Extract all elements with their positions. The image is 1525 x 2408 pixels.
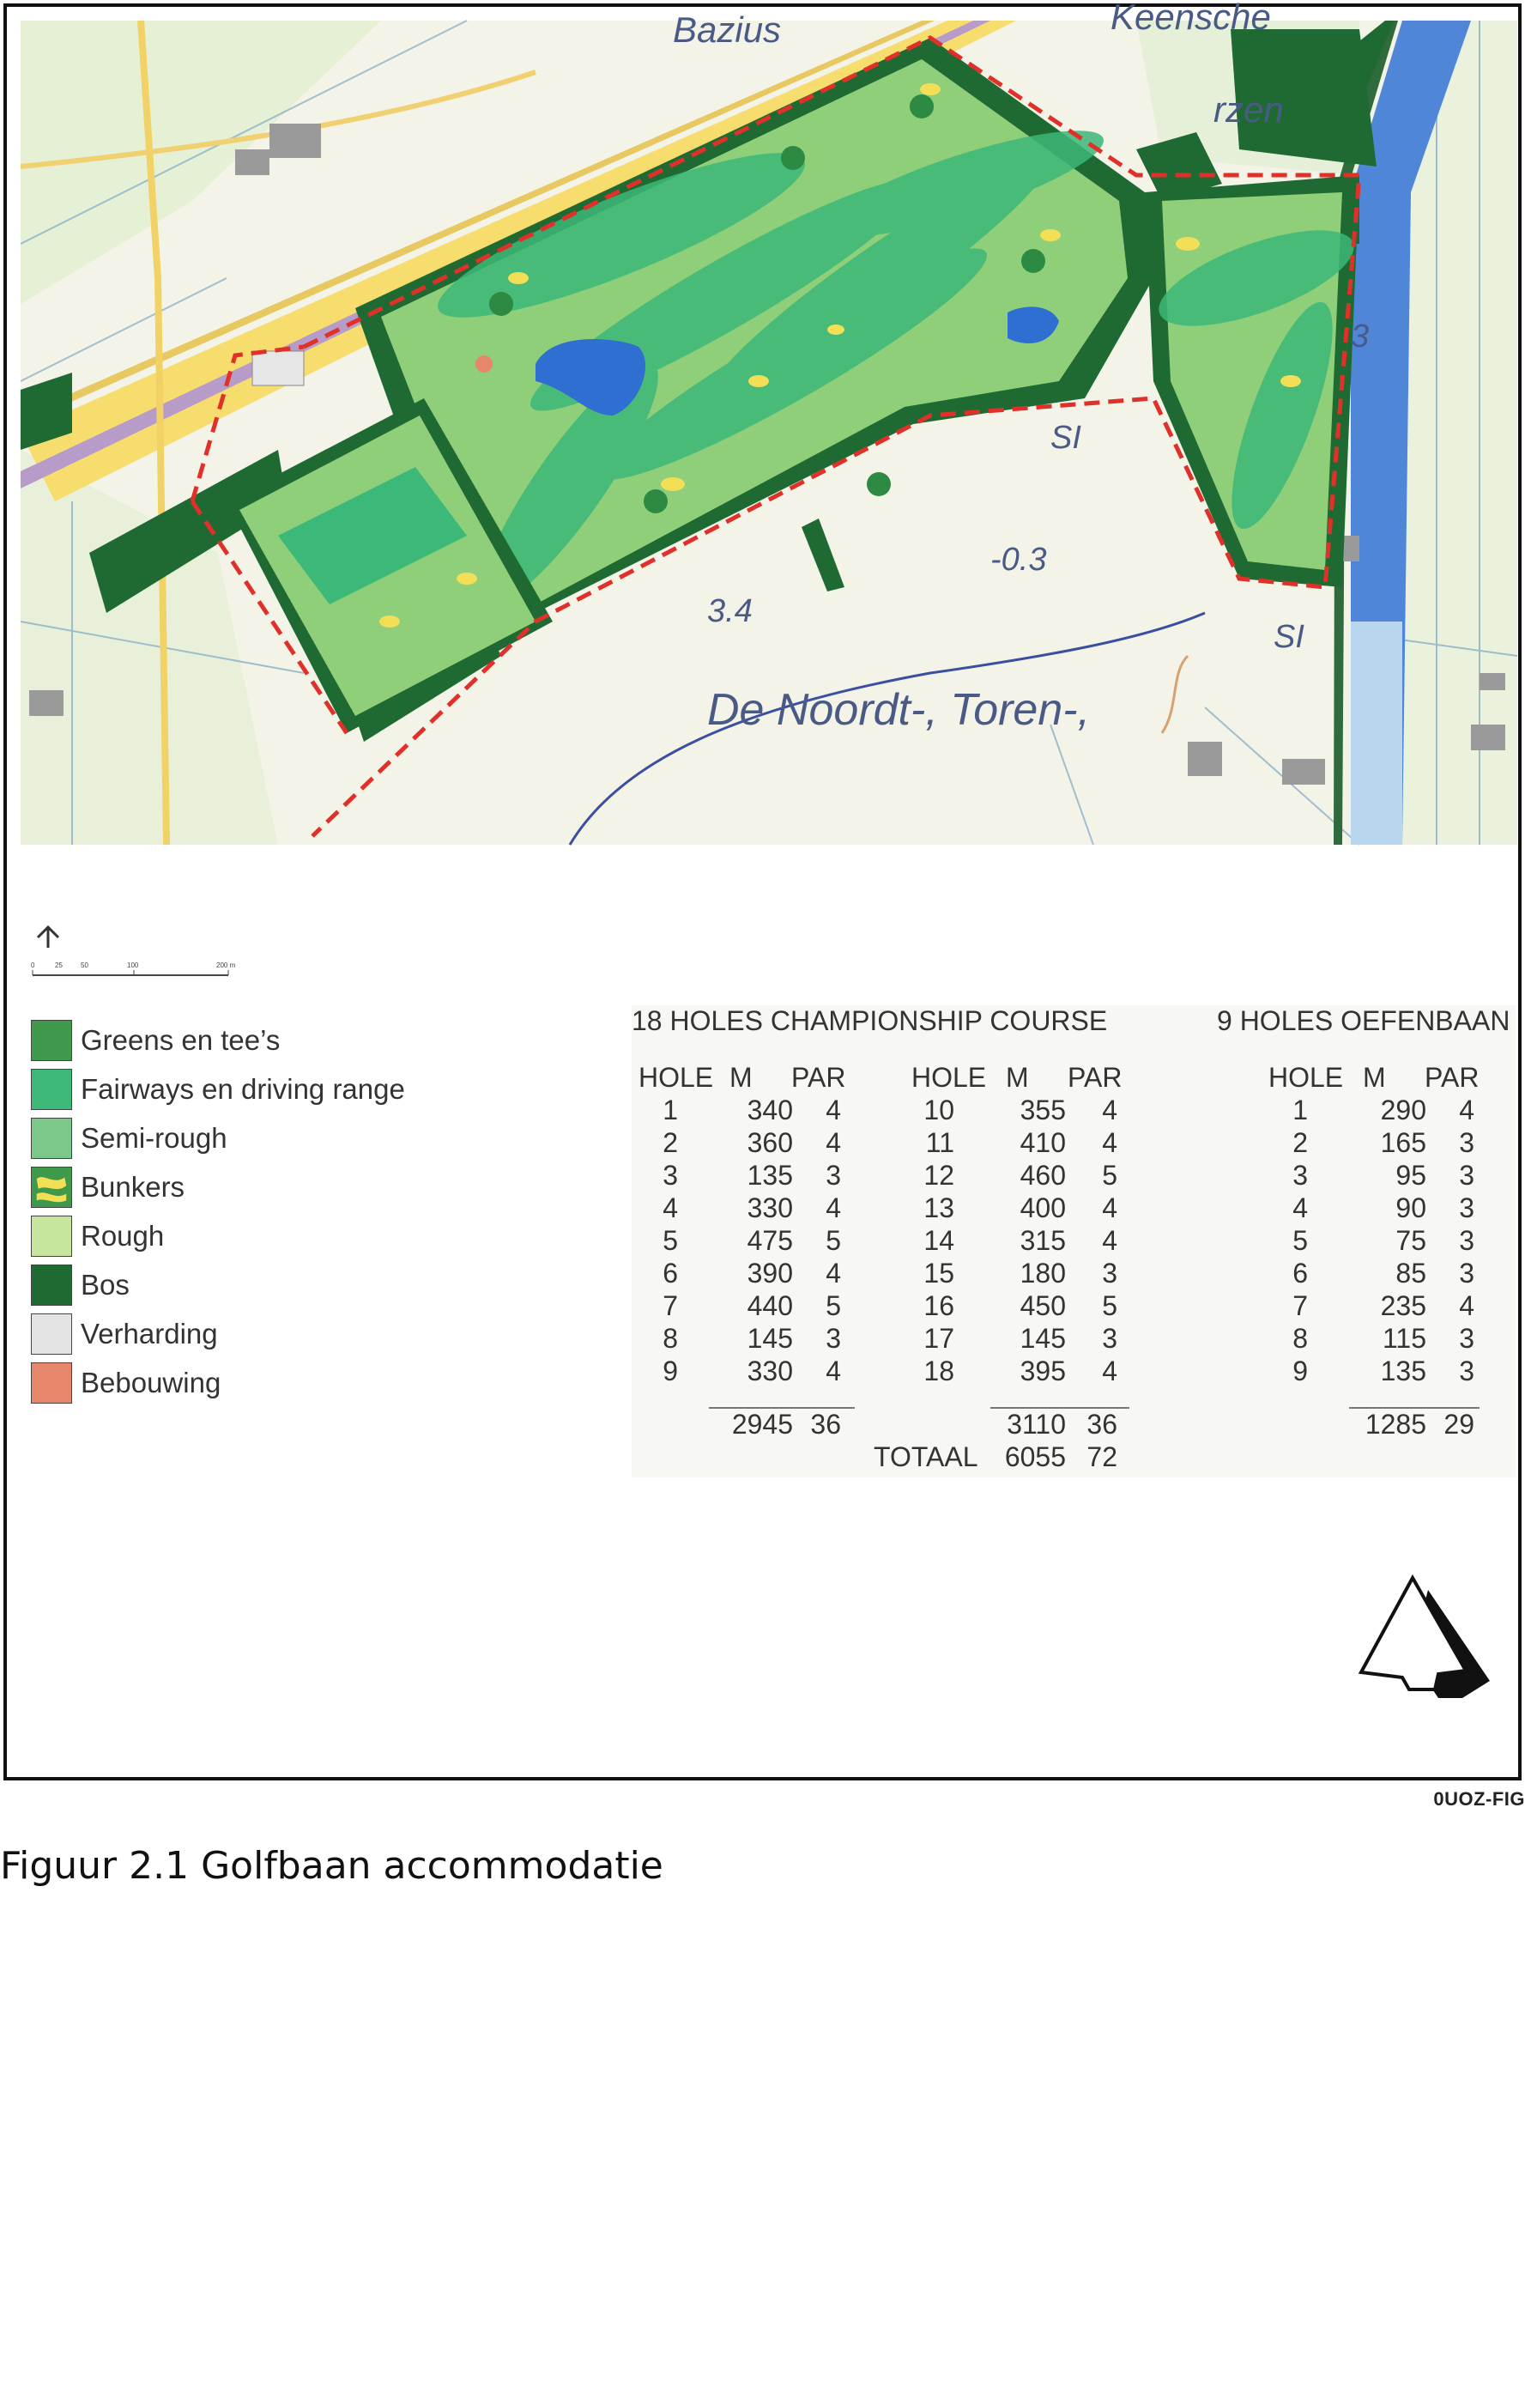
header-par: PAR (1425, 1062, 1480, 1093)
forest-swatch-icon (31, 1265, 72, 1306)
hole-meters: 440 (747, 1290, 793, 1321)
hole-meters: 115 (1382, 1323, 1426, 1354)
hole-number: 14 (923, 1225, 954, 1256)
map-legend (31, 1016, 405, 1407)
hole-par: 3 (1459, 1127, 1474, 1158)
hole-meters: 75 (1395, 1225, 1426, 1256)
fairway-swatch-icon (31, 1069, 72, 1110)
semirough-swatch-icon (31, 1118, 72, 1159)
hole-par: 3 (826, 1160, 841, 1191)
map-label-de-noordt: De Noordt-, Toren-, (707, 685, 1091, 735)
hole-meters: 330 (747, 1356, 793, 1386)
hole-par: 3 (1459, 1323, 1474, 1354)
hole-meters: 90 (1395, 1192, 1426, 1223)
hole-number: 6 (663, 1258, 678, 1289)
hole-number: 1 (1292, 1095, 1308, 1125)
oefenbaan-title: 9 HOLES OEFENBAAN (1217, 1005, 1510, 1036)
map-label-keensche: Keensche (1110, 0, 1271, 37)
hole-par: 5 (1102, 1160, 1117, 1191)
hole-number: 17 (923, 1323, 954, 1354)
hole-number: 3 (1292, 1160, 1308, 1191)
hole-par: 3 (1102, 1323, 1117, 1354)
hole-number: 7 (663, 1290, 678, 1321)
legend-label: Greens en tee’s (81, 1023, 281, 1056)
hole-par: 4 (1102, 1192, 1117, 1223)
hole-meters: 460 (1020, 1160, 1066, 1191)
hole-par: 5 (826, 1290, 841, 1321)
hole-meters: 95 (1395, 1160, 1426, 1191)
hole-par: 4 (826, 1356, 841, 1386)
oefen-total-par: 29 (1443, 1409, 1474, 1440)
header-m: M (1006, 1062, 1029, 1093)
hole-meters: 135 (1380, 1356, 1426, 1386)
figure-caption: Figuur 2.1 Golfbaan accommodatie (0, 1844, 663, 1888)
hole-number: 4 (663, 1192, 678, 1223)
hole-meters: 315 (1020, 1225, 1066, 1256)
hole-meters: 475 (747, 1225, 793, 1256)
legend-label: Verharding (81, 1317, 218, 1350)
hole-meters: 145 (747, 1323, 793, 1354)
hole-par: 4 (826, 1258, 841, 1289)
map-marker-elev-pos: 3.4 (707, 593, 753, 629)
hole-par: 4 (826, 1095, 841, 1125)
hole-meters: 355 (1020, 1095, 1066, 1125)
hole-number: 5 (1292, 1225, 1308, 1256)
legend-item (31, 1309, 405, 1358)
grand-total-par: 72 (1086, 1441, 1117, 1472)
legend-label: Bunkers (81, 1170, 185, 1203)
front-total-m: 2945 (731, 1409, 793, 1440)
hole-par: 3 (1459, 1192, 1474, 1223)
legend-item (31, 1211, 405, 1260)
hole-par: 5 (826, 1225, 841, 1256)
hole-meters: 390 (747, 1258, 793, 1289)
pavement-swatch-icon (31, 1313, 72, 1355)
hole-par: 3 (1459, 1225, 1474, 1256)
bunker-swatch-icon (31, 1167, 72, 1208)
hole-number: 2 (1292, 1127, 1308, 1158)
scale-tick-100: 100 (127, 961, 139, 969)
header-hole: HOLE (638, 1062, 714, 1093)
hole-par: 5 (1102, 1290, 1117, 1321)
scale-tick-25: 25 (55, 961, 63, 969)
map-label-rzen: rzen (1213, 89, 1284, 130)
hole-par: 4 (1102, 1225, 1117, 1256)
rough-swatch-icon (31, 1216, 72, 1257)
hole-number: 9 (1292, 1356, 1308, 1386)
hole-meters: 290 (1380, 1095, 1426, 1125)
hole-par: 4 (1459, 1095, 1474, 1125)
hole-meters: 235 (1380, 1290, 1426, 1321)
hole-meters: 145 (1020, 1323, 1066, 1354)
legend-item (31, 1016, 405, 1064)
front-total-par: 36 (810, 1409, 841, 1440)
hole-meters: 450 (1020, 1290, 1066, 1321)
hole-meters: 360 (747, 1127, 793, 1158)
hole-meters: 165 (1380, 1127, 1426, 1158)
hole-number: 2 (663, 1127, 678, 1158)
north-arrow-icon (31, 924, 65, 949)
header-m: M (729, 1062, 753, 1093)
map-marker-3: 3 (1351, 318, 1370, 355)
figure-frame (3, 0, 1522, 1780)
header-par: PAR (1068, 1062, 1123, 1093)
hole-par: 3 (1459, 1160, 1474, 1191)
legend-label: Bebouwing (81, 1366, 221, 1398)
header-hole: HOLE (1268, 1062, 1344, 1093)
hole-meters: 340 (747, 1095, 793, 1125)
championship-title: 18 HOLES CHAMPIONSHIP COURSE (632, 1005, 1108, 1036)
hole-meters: 400 (1020, 1192, 1066, 1223)
header-par: PAR (791, 1062, 846, 1093)
hole-meters: 395 (1020, 1356, 1066, 1386)
hole-par: 3 (1102, 1258, 1117, 1289)
hole-meters: 180 (1020, 1258, 1066, 1289)
scale-tick-200: 200 m (216, 961, 236, 969)
hole-number: 15 (923, 1258, 954, 1289)
oefen-total-m: 1285 (1365, 1409, 1426, 1440)
hole-number: 6 (1292, 1258, 1308, 1289)
legend-item (31, 1358, 405, 1407)
hole-meters: 85 (1395, 1258, 1426, 1289)
figure-code: 0UOZ-FIG (1433, 1788, 1525, 1810)
legend-item (31, 1162, 405, 1211)
header-m: M (1363, 1062, 1386, 1093)
map-label-bazius: Bazius (673, 9, 782, 50)
hole-number: 3 (663, 1160, 678, 1191)
legend-label: Bos (81, 1268, 130, 1301)
hole-number: 4 (1292, 1192, 1308, 1223)
hole-number: 12 (923, 1160, 954, 1191)
hole-par: 4 (826, 1192, 841, 1223)
hole-meters: 330 (747, 1192, 793, 1223)
hole-tables (632, 1005, 1516, 1477)
map-marker-si-2: SI (1274, 619, 1304, 655)
hole-par: 4 (1102, 1095, 1117, 1125)
legend-item (31, 1113, 405, 1162)
back-total-m: 3110 (1007, 1409, 1066, 1440)
hole-number: 9 (663, 1356, 678, 1386)
scale-tick-0: 0 (31, 961, 35, 969)
legend-item (31, 1260, 405, 1309)
hole-number: 7 (1292, 1290, 1308, 1321)
hole-meters: 135 (747, 1160, 793, 1191)
hole-par: 3 (1459, 1258, 1474, 1289)
scale-tick-50: 50 (81, 961, 88, 969)
legend-label: Semi-rough (81, 1121, 227, 1154)
grand-total-m: 6055 (1004, 1441, 1066, 1472)
hole-number: 13 (923, 1192, 954, 1223)
golf-course-map (21, 0, 1517, 845)
grand-total-label: TOTAAL (874, 1441, 978, 1472)
legend-item (31, 1064, 405, 1113)
building-swatch-icon (31, 1362, 72, 1404)
hole-number: 18 (923, 1356, 954, 1386)
hole-par: 4 (1102, 1356, 1117, 1386)
hole-par: 4 (826, 1127, 841, 1158)
greens-swatch-icon (31, 1020, 72, 1061)
hole-number: 16 (923, 1290, 954, 1321)
back-total-par: 36 (1086, 1409, 1117, 1440)
hole-number: 5 (663, 1225, 678, 1256)
hole-number: 8 (1292, 1323, 1308, 1354)
hole-par: 3 (826, 1323, 841, 1354)
hole-number: 8 (663, 1323, 678, 1354)
hole-number: 1 (663, 1095, 678, 1125)
header-hole: HOLE (911, 1062, 987, 1093)
hole-meters: 410 (1020, 1127, 1066, 1158)
map-marker-elev-neg: -0.3 (990, 542, 1047, 578)
hole-par: 4 (1102, 1127, 1117, 1158)
map-marker-si-1: SI (1050, 420, 1081, 456)
hole-par: 4 (1459, 1290, 1474, 1321)
hole-number: 11 (925, 1127, 954, 1158)
hole-number: 10 (923, 1095, 954, 1125)
hole-par: 3 (1459, 1356, 1474, 1386)
company-logo-icon (1353, 1569, 1497, 1702)
scale-bar (31, 960, 245, 979)
legend-label: Fairways en driving range (81, 1072, 405, 1105)
legend-label: Rough (81, 1219, 165, 1252)
